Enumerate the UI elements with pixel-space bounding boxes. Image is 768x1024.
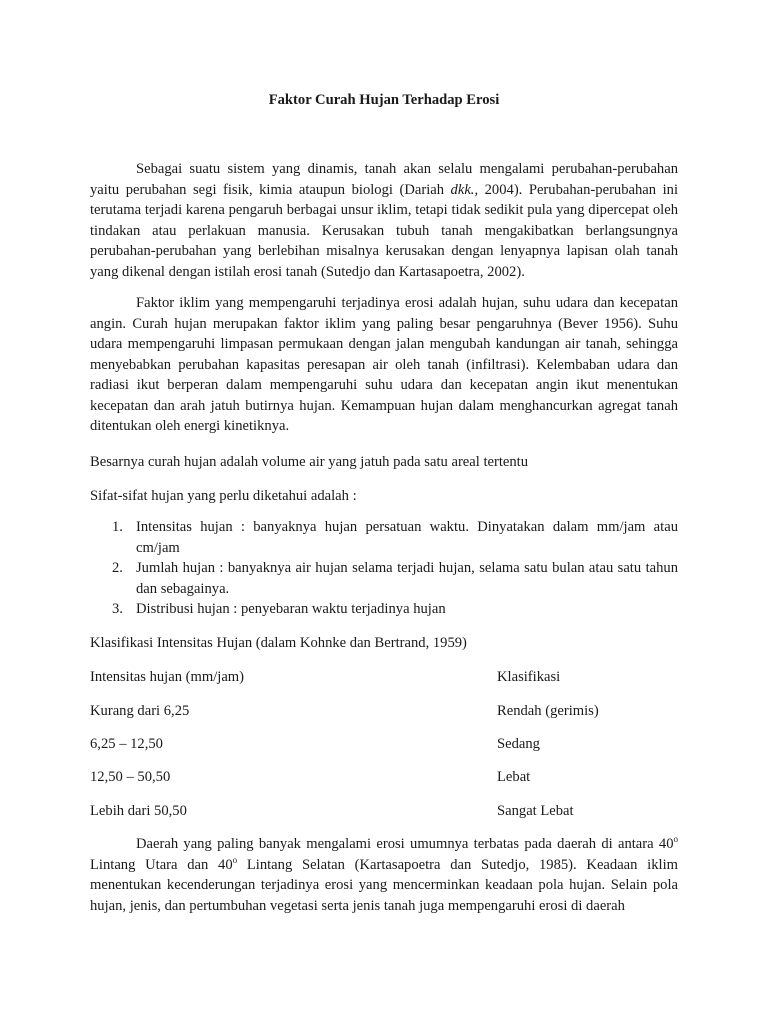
list-item [90,517,678,558]
rainfall-definition: Besarnya curah hujan adalah volume air yang jatuh pada satu areal tertentu [90,454,529,470]
table-cell-intensity: 6,25 – 12,50 [90,736,163,752]
list-text: Intensitas hujan : banyaknya hujan persatuan waktu. Dinyatakan dalam mm/jam atau cm/jam [136,519,678,556]
paragraph-1-italic: dkk., [450,181,479,198]
degree-superscript: o [232,854,238,865]
table-cell-intensity: Kurang dari 6,25 [90,703,190,719]
list-number: 2. [112,560,123,576]
list-text: Distribusi hujan : penyebaran waktu terjadinya hujan [136,601,446,617]
list-item [90,599,678,620]
list-item [90,558,678,599]
table-header-intensity: Intensitas hujan (mm/jam) [90,669,245,685]
paragraph-1 [90,159,678,282]
table-cell-intensity: Lebih dari 50,50 [90,803,187,819]
table-caption: Klasifikasi Intensitas Hujan (dalam Kohnke dan Bertrand, 1959) [90,635,467,651]
paragraph-2: Faktor iklim yang mempengaruhi terjadinya erosi adalah hujan, suhu udara dan kecepatan angin. Curah hujan merupakan faktor iklim yang paling besar pengaruhnya (Bever 1956). Suhu udara mempengaruhi limpasan permukaan dengan jalan mengubah kandungan air tanah, sehingga menyebabkan perubahan kapasitas peresapan air oleh tanah (infiltrasi). Kelembaban udara dan radiasi ikut berperan dalam mempengaruhi suhu udara dan kecepatan angin ikut menentukan kecepatan dan arah jatuh butirnya hujan. Kemampuan hujan dalam menghancurkan agregat tanah ditentukan oleh energi kinetiknya. [90,295,678,434]
paragraph-1-text-a: Sebagai suatu sistem yang dinamis, tanah akan selalu mengalami perubahan-perubahan yaitu perubahan segi fisik, kimia ataupun biologi (Dariah [90,161,678,198]
paragraph-3-text-c: Lintang Selatan (Kartasapoetra dan Sutedjo, 1985). Keadaan iklim menentukan kecenderungan terjadinya erosi yang mencerminkan keadaan pola hujan. Selain pola hujan, jenis, dan pertumbuhan vegetasi serta jenis tanah juga mempengaruhi erosi di daerah [90,856,678,914]
paragraph-3-text-b: Lintang Utara dan 40 [90,856,233,873]
table-cell-classification: Sangat Lebat [497,803,574,819]
table-header-classification: Klasifikasi [497,669,561,685]
list-number: 1. [112,519,123,535]
paragraph-1-text-b: 2004). Perubahan-perubahan ini terutama terjadi karena pengaruh berbagai unsur iklim, tetapi tidak sedikit pula yang dipercepat oleh tindakan atau perlakuan manusia. Kerusakan tubuh tanah mengakibatkan berlangsungnya perubahan-perubahan yang berlebihan misalnya kerusakan dengan lenyapnya lapisan olah tanah yang dikenal dengan istilah erosi tanah (Sutedjo dan Kartasapoetra, 2002). [90,181,678,280]
degree-superscript: o [673,834,678,845]
table-cell-classification: Rendah (gerimis) [497,703,599,719]
paragraph-3 [90,834,678,916]
list-number: 3. [112,601,123,617]
table-cell-classification: Lebat [497,769,531,785]
rain-properties-intro: Sifat-sifat hujan yang perlu diketahui adalah : [90,488,357,504]
table-cell-intensity: 12,50 – 50,50 [90,769,171,785]
list-text: Jumlah hujan : banyaknya air hujan selama terjadi hujan, selama satu bulan atau satu tahun dan sebagainya. [136,560,678,597]
rain-properties-list [90,517,678,620]
table-cell-classification: Sedang [497,736,540,752]
paragraph-3-text-a: Daerah yang paling banyak mengalami erosi umumnya terbatas pada daerah di antara 40 [136,836,674,852]
document-title: Faktor Curah Hujan Terhadap Erosi [268,92,500,108]
